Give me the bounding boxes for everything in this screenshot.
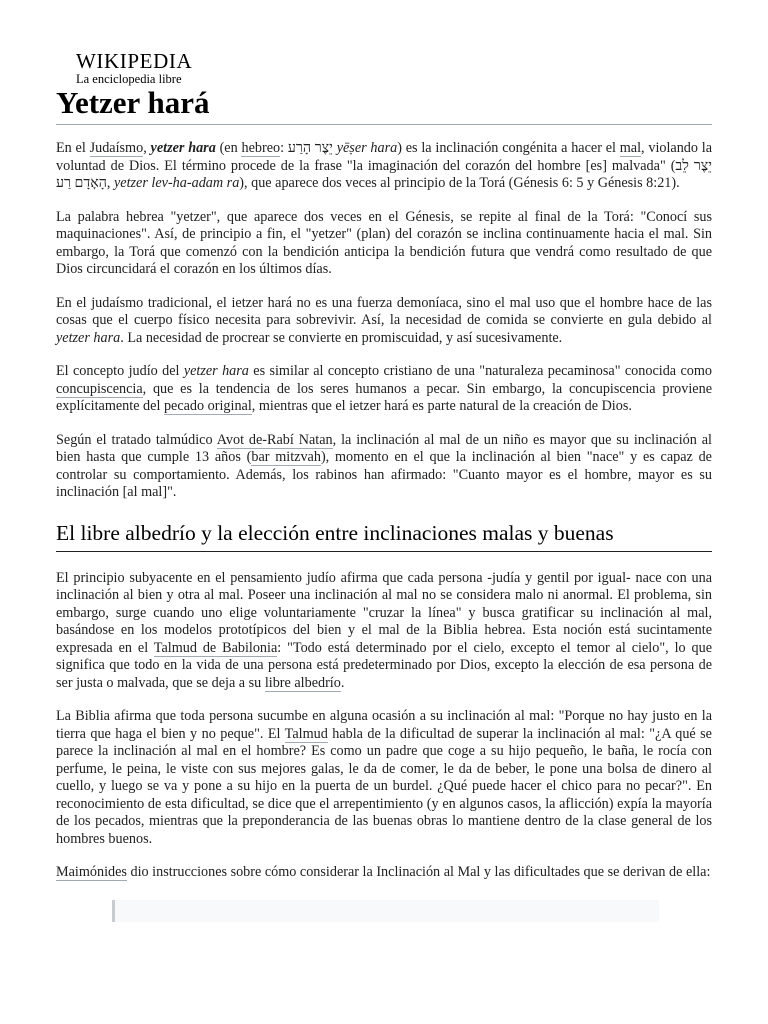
link-talmud-de-babilonia[interactable]: Talmud de Babilonia <box>153 639 278 656</box>
text: : "Todo está determinado por el cielo, excepto el temor al cielo", lo que significa que todo en la vida de una persona está predeterminado por Dios, excepto la elección de esa persona de ser justa o malvada, que se deja a su <box>56 639 712 691</box>
term-yetzer-hara: yetzer hara <box>183 363 249 379</box>
text: es similar al concepto cristiano de una "naturaleza pecaminosa" conocida como <box>248 363 712 379</box>
text: En el <box>56 140 90 156</box>
paragraph-avot <box>56 432 712 502</box>
article-body <box>56 140 712 922</box>
text: , mientras que el ietzer hará es parte natural de la creación de Dios. <box>251 398 632 414</box>
text: , la inclinación al mal de un niño es mayor que su inclinación al bien hasta que cumple 13 años ( <box>56 431 712 465</box>
hebrew-text: : יֵצֶר הָרַע <box>280 140 337 156</box>
section-heading: El libre albedrío y la elección entre inclinaciones malas y buenas <box>56 520 712 552</box>
text: ), que aparece dos veces al principio de la Torá (Génesis 6: 5 y Génesis 8:21). <box>239 175 680 191</box>
link-libre-albedrio[interactable]: libre albedrío <box>264 674 341 691</box>
link-maimonides[interactable]: Maimónides <box>56 864 127 880</box>
term-yetzer-hara: yetzer hara <box>56 329 121 346</box>
term-yetzer-hara: yetzer hara <box>150 140 216 156</box>
text: ) es la inclinación congénita a hacer el <box>397 140 620 156</box>
link-judaismo[interactable]: Judaísmo <box>89 140 144 156</box>
paragraph-yetzer-word: La palabra hebrea "yetzer", que aparece dos veces en el Génesis, se repite al final de la Torá: "Conocí sus maquinaciones". Así, de principio a fin, el "yetzer" (plan) del corazón se inclina continuamente hacia el mal. Sin embargo, la Torá que comenzó con la bendición anticipa la bendición futura que vendrá como resultado de que Dios circuncidará el corazón en los últimos días. <box>56 208 712 277</box>
link-hebreo[interactable]: hebreo <box>241 140 281 156</box>
link-bar-mitzvah[interactable]: bar mitzvah <box>251 449 321 465</box>
paragraph-biblia <box>56 708 712 848</box>
text: En el judaísmo tradicional, el ietzer hará no es una fuerza demoníaca, sino el mal uso que el hombre hace de las cosas que el cuerpo físico necesita para sobrevivir. Así, la necesidad de comida se convierte en gula debido al <box>56 294 712 328</box>
text: habla de la dificultad de superar la inclinación al mal: "¿A qué se parece la inclinación al mal en el hombre? Es como un padre que coge a su hijo pequeño, le baña, le rocía con perfume, le peina, le viste con sus mejores galas, le da de comer, le da de beber, le pone una bolsa de dinero al cuello, y luego se va y pone a su hijo en la puerta de un burdel. ¿Qué puede hacer el chico para no pecar?". En reconocimiento de esta dificultad, se dice que el arrepentimiento (y en algunos casos, la aflicción) expía la mayoría de los pecados, mientras que la preponderancia de las buenas obras lo mantiene dentro de la clase general de los hombres buenos. <box>56 725 712 847</box>
text: Según el tratado talmúdico <box>56 431 217 448</box>
link-mal[interactable]: mal <box>619 140 642 156</box>
text: . La necesidad de procrear se convierte en promiscuidad, y así sucesivamente. <box>120 329 563 346</box>
text: . <box>340 674 345 691</box>
transliteration: yēṣer hara <box>336 140 398 156</box>
blockquote <box>112 900 659 922</box>
text: (en <box>215 140 242 156</box>
logo-tagline: La enciclopedia libre <box>76 72 182 86</box>
paragraph-concept <box>56 363 712 416</box>
text: El concepto judío del <box>56 363 184 379</box>
link-talmud[interactable]: Talmud <box>284 725 328 742</box>
page-title: Yetzer hará <box>56 84 712 125</box>
text: ), momento en el que la inclinación al bien "nace" y es capaz de controlar su comportamiento. Además, los rabinos han afirmado: "Cuanto mayor es el hombre, mayor es su inclinación [al mal]". <box>56 449 712 500</box>
wikipedia-logo[interactable] <box>76 50 216 86</box>
paragraph-traditional <box>56 295 712 348</box>
link-pecado-original[interactable]: pecado original <box>163 398 252 414</box>
phrase-italic: yetzer lev-ha-adam ra <box>114 175 240 191</box>
text: El principio subyacente en el pensamiento judío afirma que cada persona -judía y gentil por igual- nace con una inclinación al bien y otra al mal. Poseer una inclinación al mal no se considera malo ni anormal. El problema, sin embargo, surge cuando uno elige voluntariamente "cruzar la línea" y busca gratificar su inclinación al mal, basándose en los modelos prototípicos del bien y el mal de la Biblia hebrea. Esta noción está sucintamente expresada en el <box>56 569 712 656</box>
text: La Biblia afirma que toda persona sucumbe en alguna ocasión a su inclinación al mal: "Porque no hay justo en la tierra que haga el bien y no peque". El <box>56 708 712 742</box>
paragraph-maimonides <box>56 864 712 882</box>
text: dio instrucciones sobre cómo considerar la Inclinación al Mal y las dificultades que se derivan de ella: <box>126 864 711 880</box>
link-concupiscencia[interactable]: concupiscencia <box>56 380 143 397</box>
logo-wordmark: WIKIPEDIA <box>76 49 193 73</box>
link-avot-de-rabi-natan[interactable]: Avot de-Rabí Natan <box>216 431 333 448</box>
paragraph-principle <box>56 570 712 693</box>
text: , <box>143 140 151 156</box>
text: , violando la voluntad de Dios. El término procede de la frase "la imaginación del corazón del hombre [es] malvada" (יֵצֶר לֵב הָאָדָם רַע, <box>56 140 713 191</box>
text: , que es la tendencia de los seres humanos a pecar. Sin embargo, la concupiscencia proviene explícitamente del <box>56 380 712 414</box>
paragraph-intro <box>56 140 712 193</box>
